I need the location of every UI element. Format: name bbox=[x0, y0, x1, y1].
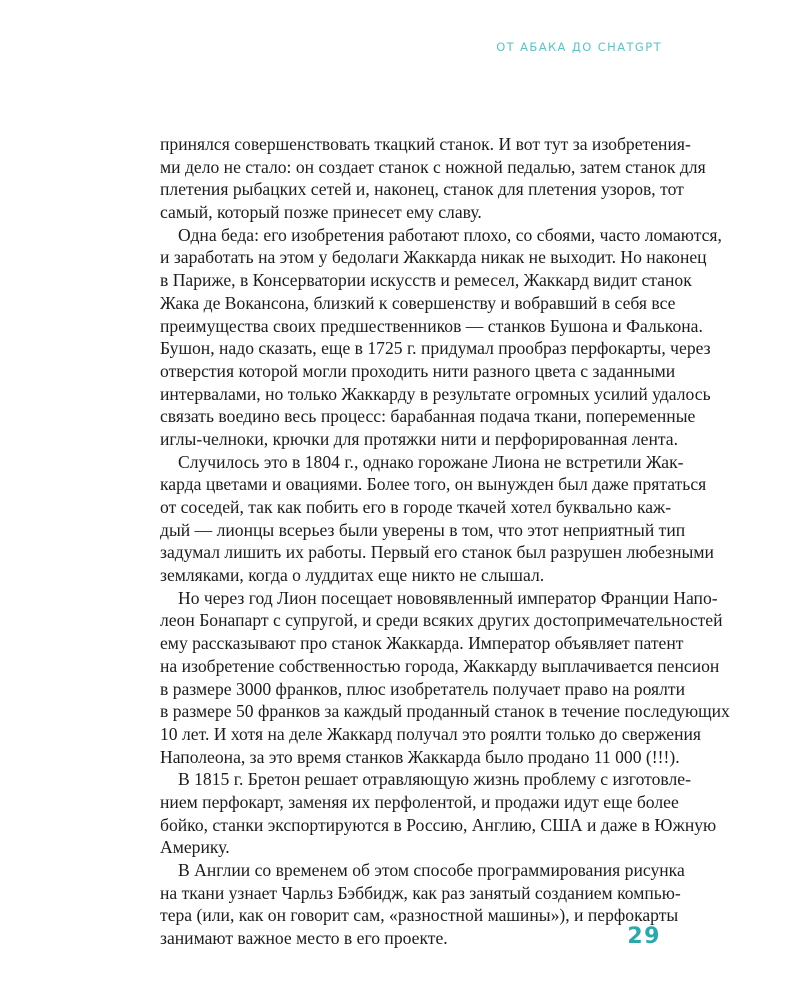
text-line: преимущества своих предшественников — станков Бушона и Фалькона. bbox=[160, 315, 703, 336]
text-line: тера (или, как он говорит сам, «разностной машины»), и перфокарты bbox=[160, 905, 679, 926]
text-line: 10 лет. И хотя на деле Жаккард получал это роялти только до свержения bbox=[160, 723, 702, 744]
text-line: на ткани узнает Чарльз Бэббидж, как раз занятый созданием компью- bbox=[160, 882, 681, 903]
text-line: Наполеона, за это время станков Жаккарда было продано 11 000 (!!!). bbox=[160, 746, 680, 767]
text-line: земляками, когда о луддитах еще никто не слышал. bbox=[160, 565, 545, 586]
text-line: связать воедино весь процесс: барабанная подача ткани, попеременные bbox=[160, 406, 696, 427]
text-line: принялся совершенствовать ткацкий станок. И вот тут за изобретения- bbox=[160, 134, 691, 154]
text-line: в Париже, в Консерватории искусств и ремесел, Жаккард видит станок bbox=[160, 270, 692, 291]
text-line: самый, который позже принесет ему славу. bbox=[160, 202, 482, 223]
text-line: отверстия которой могли проходить нити разного цвета с заданными bbox=[160, 360, 676, 381]
text-line: нием перфокарт, заменяя их перфолентой, и продажи идут еще более bbox=[160, 791, 679, 812]
text-line: леон Бонапарт с супругой, и среди всяких других достопримечательностей bbox=[160, 610, 723, 631]
paragraph-4 bbox=[160, 587, 730, 769]
paragraph-1 bbox=[160, 133, 706, 224]
text-line: бойко, станки экспортируются в Россию, Англию, США и даже в Южную bbox=[160, 814, 717, 835]
text-line: Америку. bbox=[160, 837, 230, 858]
paragraph-3 bbox=[160, 451, 714, 587]
text-line: Одна беда: его изобретения работают плохо, со сбоями, часто ломаются, bbox=[178, 224, 722, 245]
text-line: и заработать на этом у бедолаги Жаккарда никак не выходит. Но наконец bbox=[160, 247, 707, 268]
paragraph-2 bbox=[160, 224, 722, 451]
text-line: ми дело не стало: он создает станок с ножной педалью, затем станок для bbox=[160, 156, 706, 177]
text-line: интервалами, но только Жаккарду в результате огромных усилий удалось bbox=[160, 383, 711, 404]
text-line: В 1815 г. Бретон решает отравляющую жизнь проблему с изготовле- bbox=[178, 769, 691, 790]
paragraph-6 bbox=[160, 859, 685, 950]
text-line: Случилось это в 1804 г., однако горожане Лиона не встретили Жак- bbox=[178, 451, 684, 472]
text-line: В Англии со временем об этом способе программирования рисунка bbox=[178, 860, 685, 880]
text-line: Бушон, надо сказать, еще в 1725 г. придумал прообраз перфокарты, через bbox=[160, 338, 711, 359]
text-line: Но через год Лион посещает нововявленный император Франции Напо- bbox=[178, 587, 718, 608]
text-line: иглы-челноки, крючки для протяжки нити и перфорированная лента. bbox=[160, 428, 679, 449]
text-line: в размере 3000 франков, плюс изобретатель получает право на роялти bbox=[160, 678, 686, 699]
text-line: задумал лишить их работы. Первый его станок был разрушен любезными bbox=[160, 542, 714, 563]
text-line: плетения рыбацких сетей и, наконец, станок для плетения узоров, тот bbox=[160, 179, 684, 200]
text-line: Жака де Вокансона, близкий к совершенству и вобравший в себя все bbox=[160, 292, 676, 313]
text-line: от соседей, так как побить его в городе ткачей хотел буквально каж- bbox=[160, 497, 672, 517]
paragraph-5 bbox=[160, 768, 717, 859]
text-line: карда цветами и овациями. Более того, он вынужден был даже прятаться bbox=[160, 474, 707, 495]
text-line: ему рассказывают про станок Жаккарда. Император объявляет патент bbox=[160, 633, 684, 654]
text-line: дый — лионцы всерьез были уверены в том, что этот неприятный тип bbox=[160, 519, 686, 540]
page-number: 29 bbox=[627, 924, 661, 949]
running-header: ОТ АБАКА ДО СНАТGPT bbox=[496, 40, 662, 54]
text-line: в размере 50 франков за каждый проданный станок в течение последующих bbox=[160, 701, 730, 722]
text-line: на изобретение собственностью города, Жаккарду выплачивается пенсион bbox=[160, 655, 720, 676]
body-text bbox=[160, 133, 730, 950]
text-line: занимают важное место в его проекте. bbox=[160, 928, 448, 949]
